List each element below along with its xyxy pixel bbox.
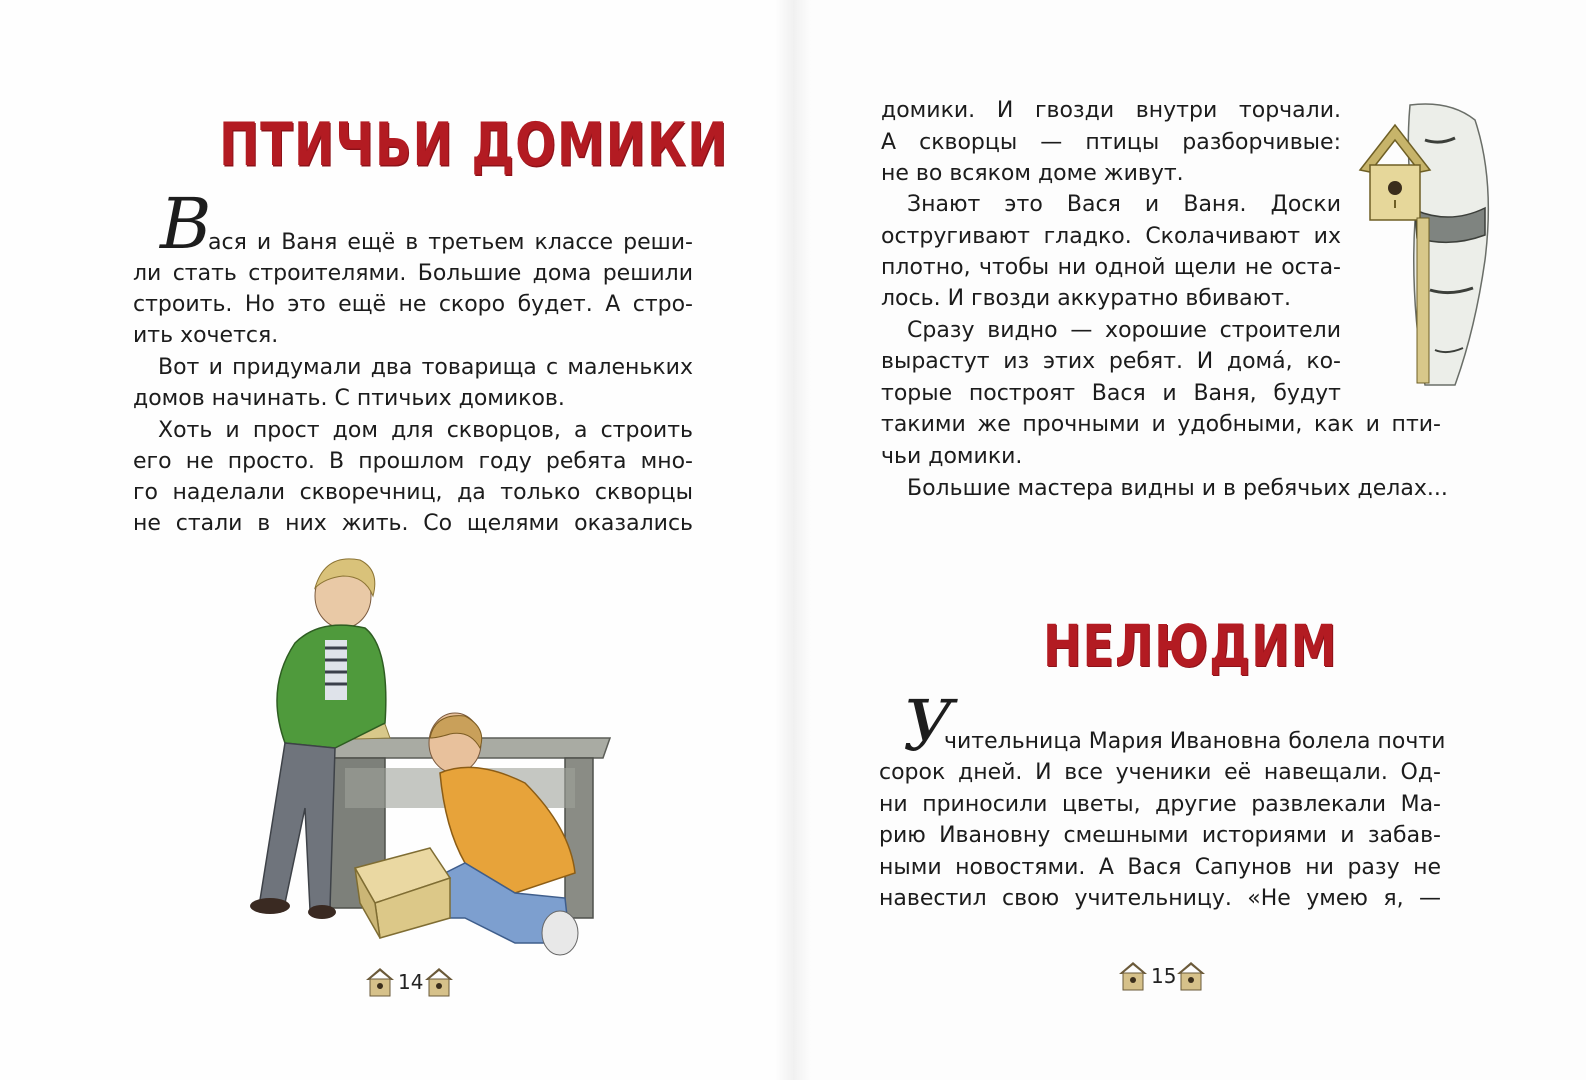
text-line: рию Ивановну смешными историями и забав- [879,823,1441,848]
text-line: домов начинать. С птичьих домиков. [133,386,565,411]
text-line: Сразу видно — хорошие строители [907,318,1341,343]
text-line: строить. Но это ещё не скоро будет. А стро- [133,292,693,317]
text-line: вырастут из этих ребят. И домá, ко- [881,349,1341,374]
text-line: А скворцы — птицы разборчивые: [881,130,1341,155]
text-line: его не просто. В прошлом году ребята мно- [133,449,693,474]
text-line: Большие мастера видны и в ребячьих делах... [907,476,1448,501]
illustration-boys-building-birdhouse [225,548,620,963]
drop-cap: В [160,183,212,265]
birdhouse-icon [424,966,454,998]
text-line: не во всяком доме живут. [881,161,1184,186]
text-line: чьи домики. [881,444,1023,469]
text-line: торые построят Вася и Ваня, будут [881,381,1341,406]
drop-cap: У [903,685,954,767]
text-line: го наделали скворечниц, да только скворцы [133,480,693,505]
text-line: навестил свою учительницу. «Не умею я, — [879,886,1441,911]
text-line: домики. И гвозди внутри торчали. [881,98,1341,123]
text-line: плотно, чтобы ни одной щели не оста- [881,255,1341,280]
birdhouse-icon [365,966,395,998]
text-line: лось. И гвозди аккуратно вбивают. [881,286,1291,311]
birdhouse-icon [1176,960,1206,992]
text-line: не стали в них жить. Со щелями оказались [133,511,693,536]
text-line: ными новостями. А Вася Сапунов ни разу не [879,855,1441,880]
text-line: ли стать строителями. Большие дома решили [133,261,693,286]
text-line: ить хочется. [133,323,279,348]
text-line: такими же прочными и удобными, как и пти- [881,412,1441,437]
text-line: остругивают гладко. Сколачивают их [881,224,1341,249]
birdhouse-icon [1118,960,1148,992]
text-line: Хоть и прост дом для скворцов, а строить [158,418,693,443]
story-title-nelyudim: НЕЛЮДИМ [1043,612,1338,680]
text-line: Вот и придумали два товарища с маленьких [158,355,693,380]
illustration-birdhouse-on-birch [1355,100,1515,390]
text-line: ася и Ваня ещё в третьем классе реши- [208,230,693,255]
text-line: Знают это Вася и Ваня. Доски [907,192,1341,217]
page-number: 14 [398,970,424,994]
text-line: чительница Мария Ивановна болела почти [944,729,1446,754]
book-gutter [775,0,811,1080]
story-title-ptichi-domiki: ПТИЧЬИ ДОМИКИ [219,110,729,180]
text-line: ни приносили цветы, другие развлекали Ма- [879,792,1441,817]
page-number: 15 [1151,964,1177,988]
text-line: сорок дней. И все ученики её навещали. Од- [879,760,1441,785]
